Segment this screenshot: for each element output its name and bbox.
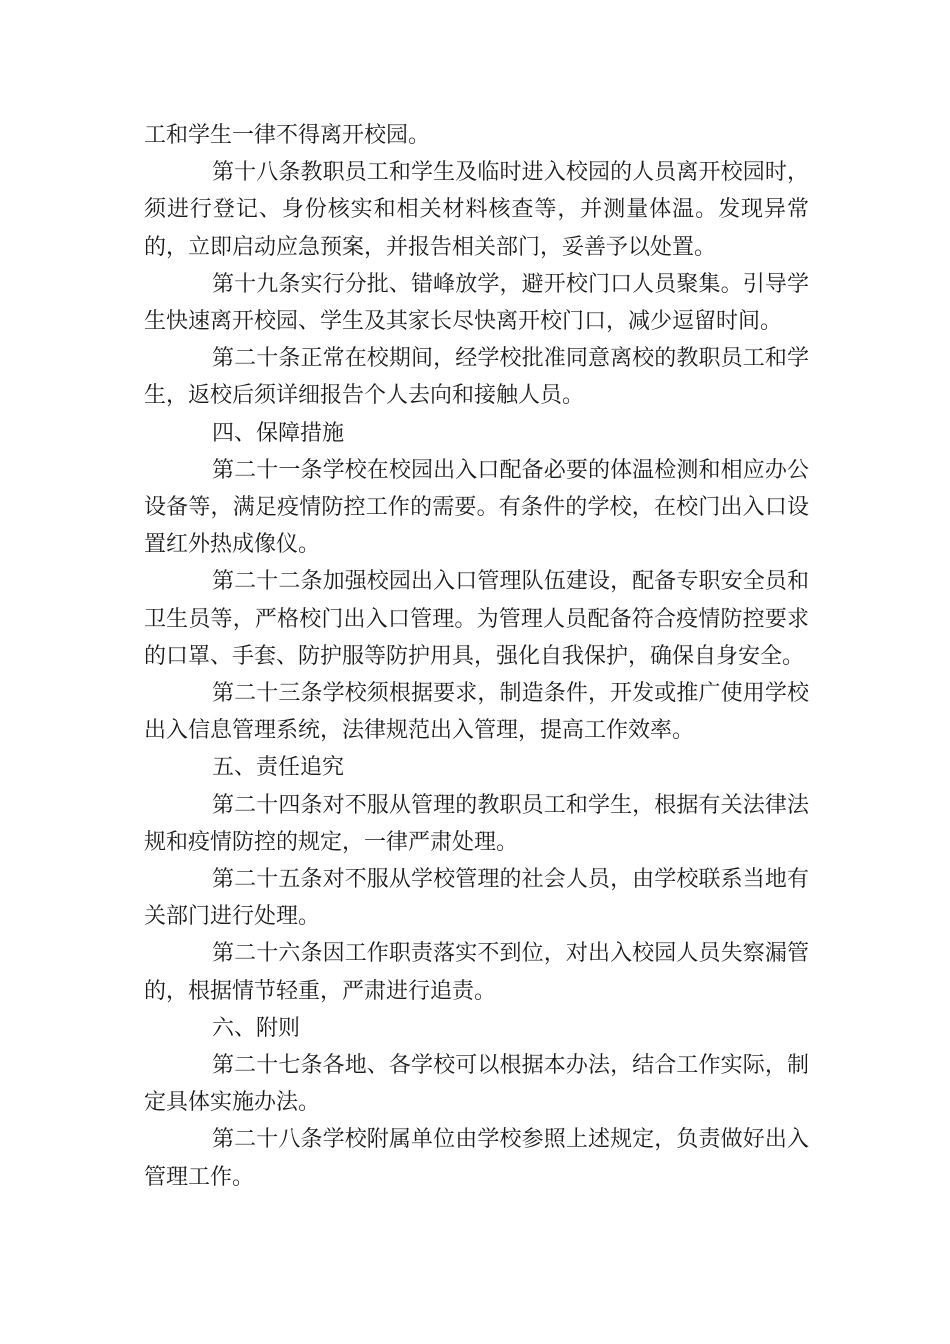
article-22-paragraph: 第二十二条加强校园出入口管理队伍建设，配备专职安全员和卫生员等，严格校门出入口管理。为管理人员配备符合疫情防控要求的口罩、手套、防护服等防护用具，强化自我保护，确保自身安全。 bbox=[144, 569, 809, 669]
article-19-paragraph: 第十九条实行分批、错峰放学，避开校门口人员聚集。引导学生快速离开校园、学生及其家长尽快离开校门口，减少逗留时间。 bbox=[144, 271, 809, 335]
section-heading-safeguards: 四、保障措施 bbox=[212, 420, 345, 446]
article-18-paragraph: 第十八条教职员工和学生及临时进入校园的人员离开校园时，须进行登记、身份核实和相关材料核查等，并测量体温。发现异常的，立即启动应急预案，并报告相关部门，妥善予以处置。 bbox=[144, 160, 809, 260]
article-21-paragraph: 第二十一条学校在校园出入口配备必要的体温检测和相应办公设备等，满足疫情防控工作的需要。有条件的学校，在校门出入口设置红外热成像仪。 bbox=[144, 457, 809, 558]
section-heading-supplementary: 六、附则 bbox=[212, 1015, 301, 1041]
article-20-paragraph: 第二十条正常在校期间，经学校批准同意离校的教职员工和学生，返校后须详细报告个人去向和接触人员。 bbox=[144, 346, 809, 409]
article-27-paragraph: 第二十七条各地、各学校可以根据本办法，结合工作实际，制定具体实施办法。 bbox=[144, 1053, 809, 1116]
paragraph-continued: 工和学生一律不得离开校园。 bbox=[144, 123, 431, 148]
section-heading-accountability: 五、责任追究 bbox=[212, 755, 345, 781]
article-23-paragraph: 第二十三条学校须根据要求，制造条件，开发或推广使用学校出入信息管理系统，法律规范出入管理，提高工作效率。 bbox=[144, 681, 809, 744]
article-25-paragraph: 第二十五条对不服从学校管理的社会人员，由学校联系当地有关部门进行处理。 bbox=[144, 867, 809, 930]
document-page bbox=[144, 117, 809, 1196]
article-28-paragraph: 第二十八条学校附属单位由学校参照上述规定，负责做好出入管理工作。 bbox=[144, 1127, 809, 1190]
article-26-paragraph: 第二十六条因工作职责落实不到位，对出入校园人员失察漏管的，根据情节轻重，严肃进行追责。 bbox=[144, 941, 809, 1004]
article-24-paragraph: 第二十四条对不服从管理的教职员工和学生，根据有关法律法规和疫情防控的规定，一律严肃处理。 bbox=[144, 792, 809, 855]
